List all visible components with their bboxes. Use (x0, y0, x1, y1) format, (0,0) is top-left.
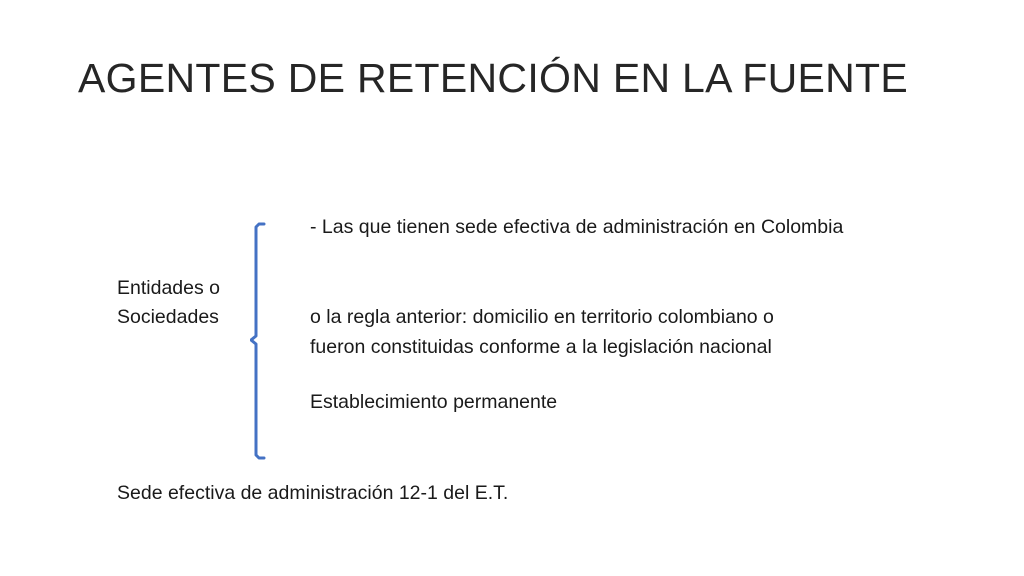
item-regla-anterior: o la regla anterior: domicilio en territorio colombiano o (310, 306, 774, 328)
footer-reference: Sede efectiva de administración 12-1 del E.T. (117, 482, 509, 504)
slide-title: AGENTES DE RETENCIÓN EN LA FUENTE (78, 55, 909, 101)
left-label-line-1: Entidades o (117, 277, 220, 299)
item-constituidas: fueron constituidas conforme a la legislación nacional (310, 336, 772, 358)
item-sede-efectiva: - Las que tienen sede efectiva de administración en Colombia (310, 216, 844, 238)
left-label-line-2: Sociedades (117, 306, 219, 328)
item-establecimiento: Establecimiento permanente (310, 391, 558, 413)
curly-bracket (250, 220, 280, 462)
